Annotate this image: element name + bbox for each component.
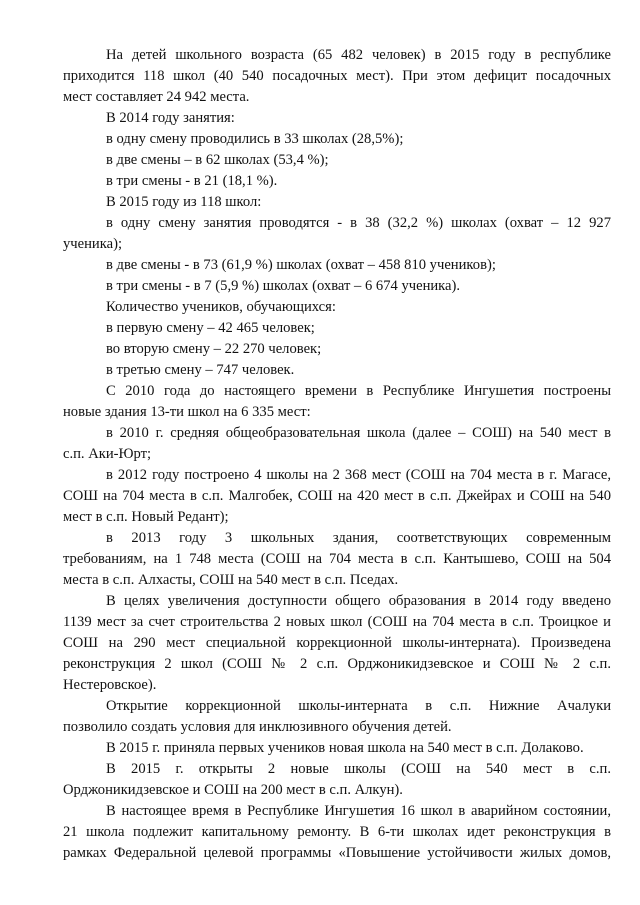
text-line: требованиям, на 1 748 места (СОШ на 704 места в с.п. Кантышево, СОШ на 504 xyxy=(63,551,611,567)
text-line: В 2015 г. открыты 2 новые школы (СОШ на 540 мест в с.п. xyxy=(106,761,611,777)
text-line: рамках Федеральной целевой программы «Повышение устойчивости жилых домов, xyxy=(63,845,611,861)
text-line: в одну смену занятия проводятся - в 38 (32,2 %) школах (охват – 12 927 xyxy=(106,215,611,231)
text-line: В настоящее время в Республике Ингушетия 16 школ в аварийном состоянии, xyxy=(106,803,611,819)
text-line: приходится 118 школ (40 540 посадочных мест). При этом дефицит посадочных xyxy=(63,68,611,84)
text-line: с.п. Аки-Юрт; xyxy=(63,446,152,462)
text-line: в две смены – в 62 школах (53,4 %); xyxy=(106,152,329,168)
text-line: мест составляет 24 942 места. xyxy=(63,89,250,105)
text-line: СОШ на 704 места в с.п. Малгобек, СОШ на 420 мест в с.п. Джейрах и СОШ на 540 xyxy=(63,488,611,504)
text-line: в одну смену проводились в 33 школах (28,5%); xyxy=(106,131,404,147)
text-line: в три смены - в 7 (5,9 %) школах (охват – 6 674 ученика). xyxy=(106,278,461,294)
text-line: в первую смену – 42 465 человек; xyxy=(106,320,315,336)
text-line: места в с.п. Алхасты, СОШ на 540 мест в с.п. Пседах. xyxy=(63,572,399,588)
text-line: На детей школьного возраста (65 482 человек) в 2015 году в республике xyxy=(106,47,611,63)
text-line: в 2013 году 3 школьных здания, соответствующих современным xyxy=(106,530,611,546)
text-line: В 2014 году занятия: xyxy=(106,110,235,126)
text-line: 21 школа подлежит капитальному ремонту. В 6-ти школах идет реконструкция в xyxy=(63,824,611,840)
text-line: мест в с.п. Новый Редант); xyxy=(63,509,229,525)
text-line: В 2015 г. приняла первых учеников новая школа на 540 мест в с.п. Долаково. xyxy=(106,740,584,756)
text-line: в три смены - в 21 (18,1 %). xyxy=(106,173,278,189)
text-line: позволило создать условия для инклюзивного обучения детей. xyxy=(63,719,452,735)
text-line: В целях увеличения доступности общего образования в 2014 году введено xyxy=(106,593,611,609)
text-line: во вторую смену – 22 270 человек; xyxy=(106,341,322,357)
text-line: В 2015 году из 118 школ: xyxy=(106,194,262,210)
text-line: ученика); xyxy=(63,236,122,252)
text-line: в третью смену – 747 человек. xyxy=(106,362,295,378)
text-line: С 2010 года до настоящего времени в Республике Ингушетия построены xyxy=(106,383,611,399)
text-line: 1139 мест за счет строительства 2 новых школ (СОШ на 704 места в с.п. Троицкое и xyxy=(63,614,611,630)
text-line: реконструкция 2 школ (СОШ № 2 с.п. Орджоникидзевское и СОШ № 2 с.п. xyxy=(63,656,611,672)
text-line: в две смены - в 73 (61,9 %) школах (охват – 458 810 учеников); xyxy=(106,257,496,273)
text-line: Нестеровское). xyxy=(63,677,157,693)
text-line: СОШ на 290 мест специальной коррекционной школы-интерната). Произведена xyxy=(63,635,611,651)
text-line: Орджоникидзевское и СОШ на 200 мест в с.п. Алкун). xyxy=(63,782,403,798)
text-line: Количество учеников, обучающихся: xyxy=(106,299,336,315)
text-line: в 2010 г. средняя общеобразовательная школа (далее – СОШ) на 540 мест в xyxy=(106,425,611,441)
text-line: новые здания 13-ти школ на 6 335 мест: xyxy=(63,404,311,420)
text-line: в 2012 году построено 4 школы на 2 368 мест (СОШ на 704 места в г. Магасе, xyxy=(106,467,611,483)
text-line: Открытие коррекционной школы-интерната в с.п. Нижние Ачалуки xyxy=(106,698,611,714)
